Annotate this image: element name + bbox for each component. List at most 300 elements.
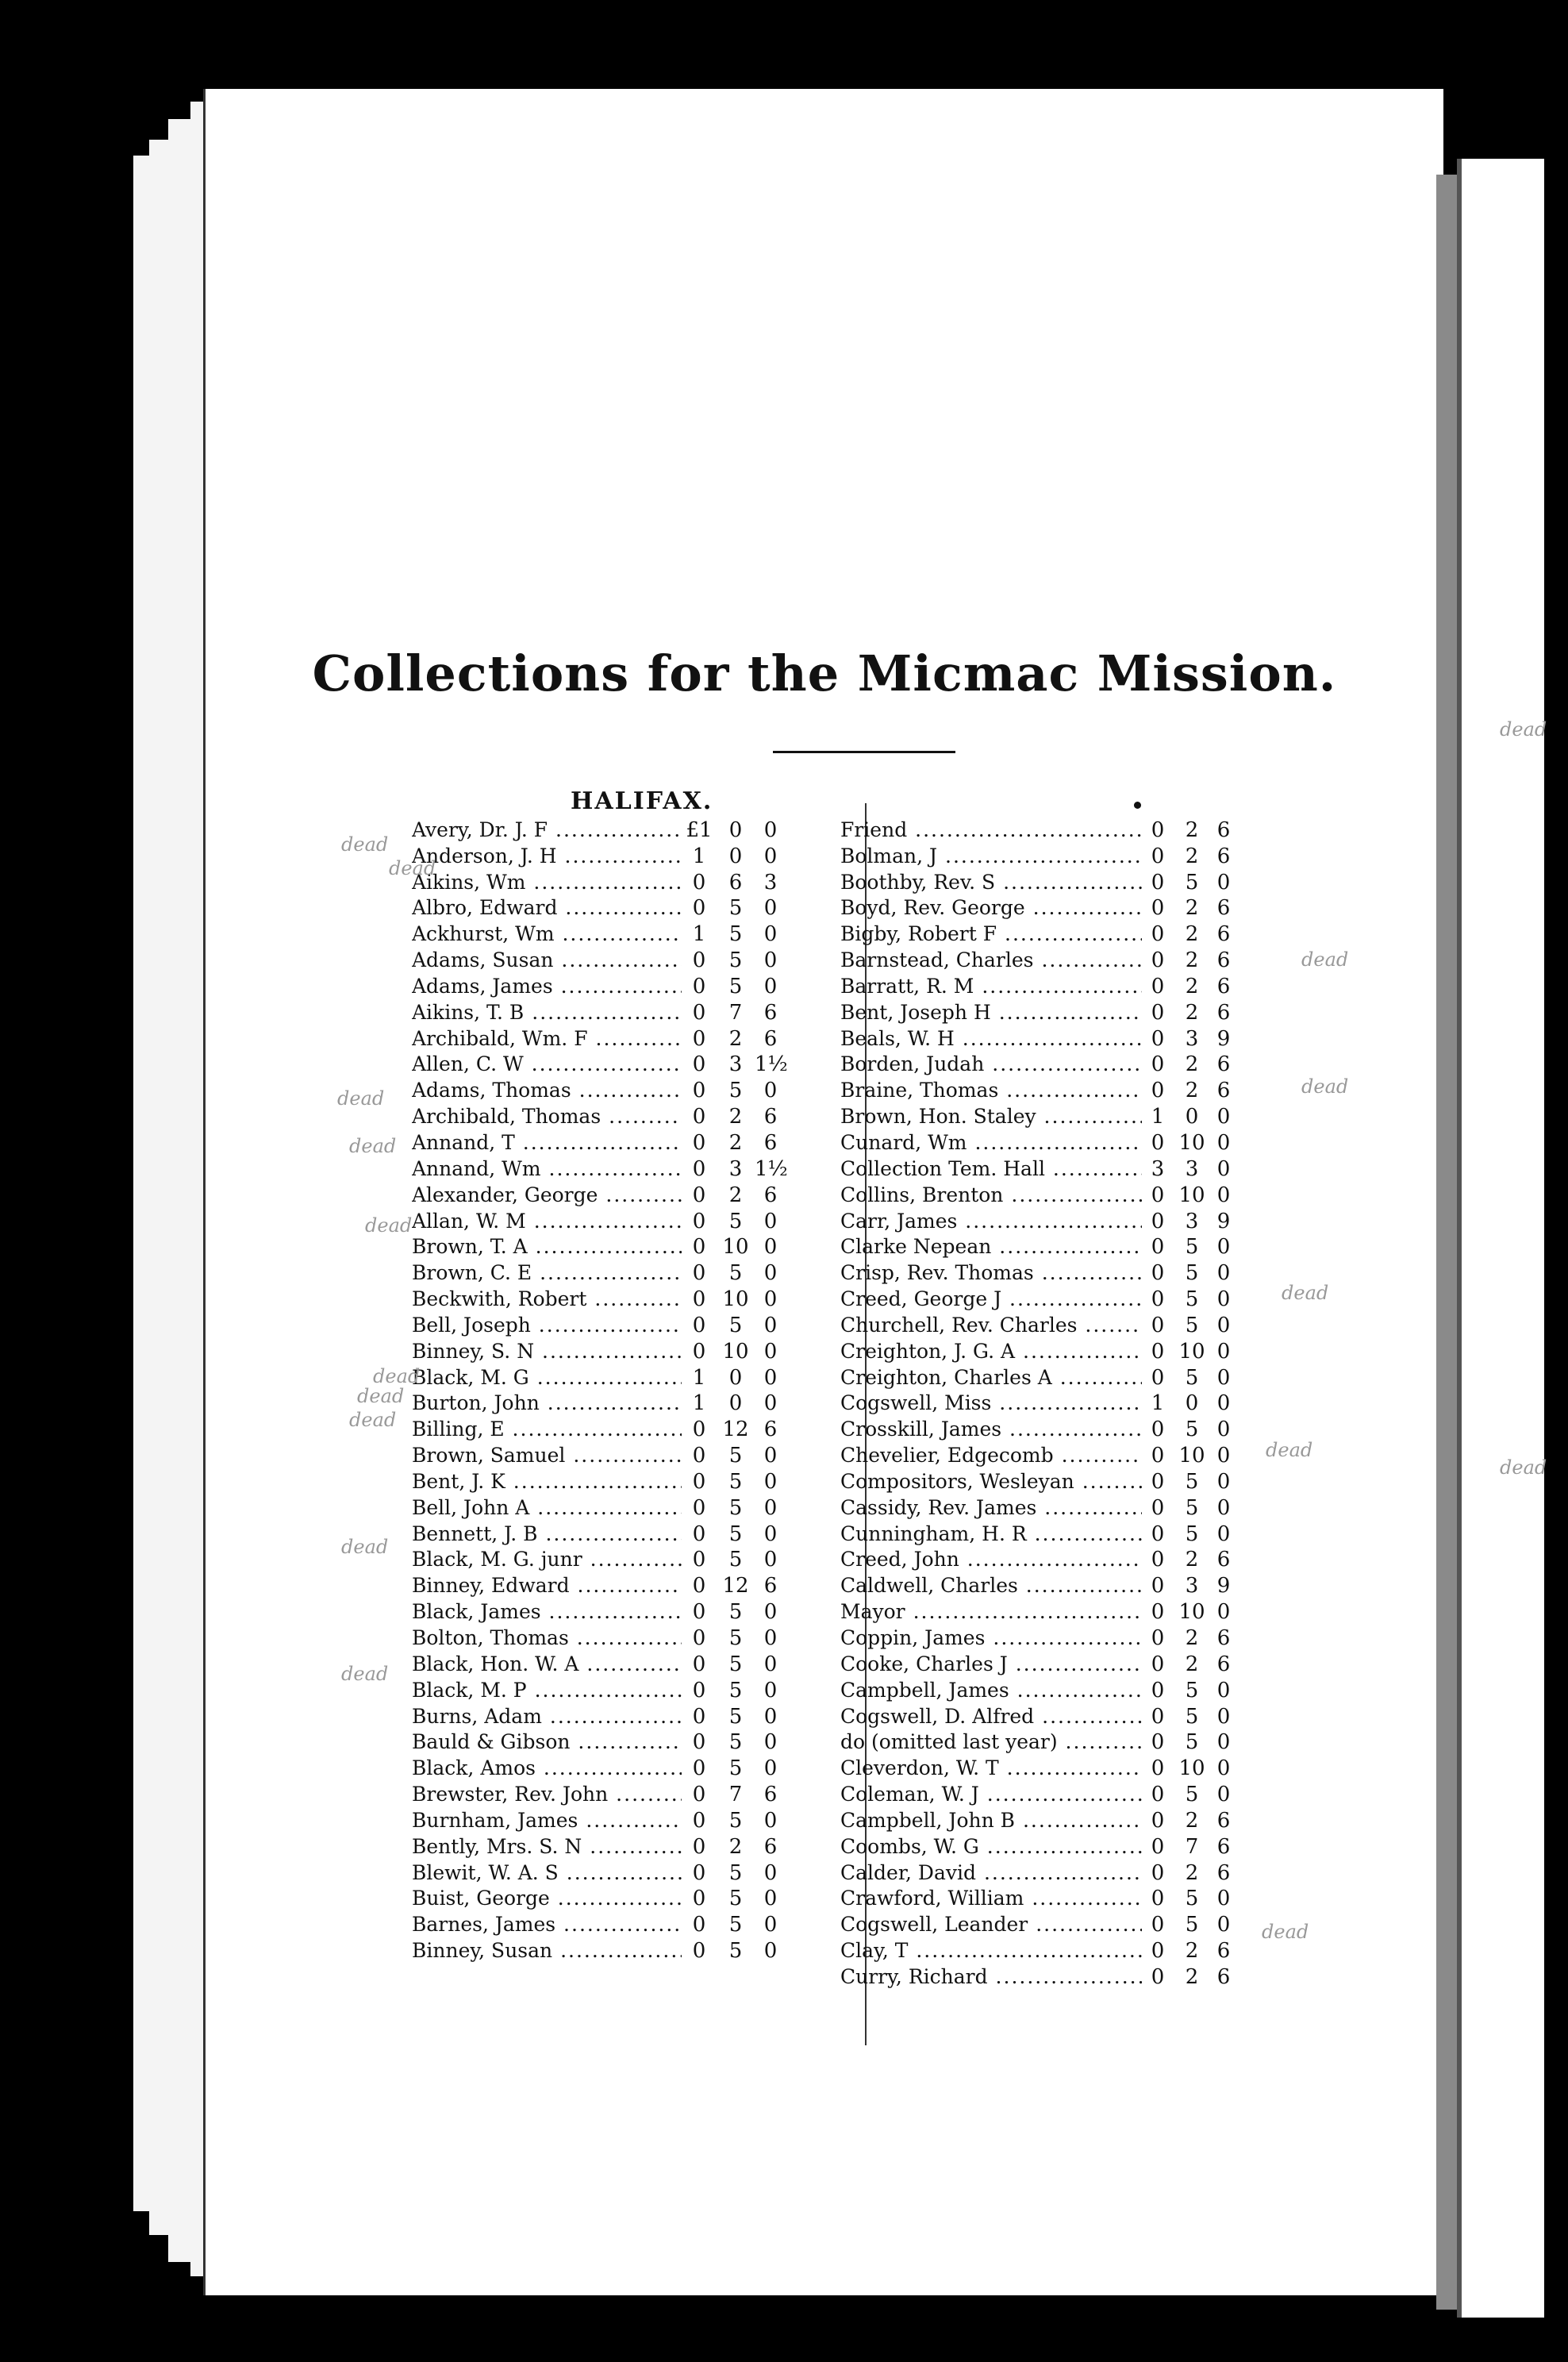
amount-pounds: 0 — [1151, 1600, 1165, 1625]
margin-note: dead — [349, 1135, 397, 1157]
subscriber-name: Barratt, R. M ..... — [840, 974, 1142, 999]
margin-note: dead — [341, 833, 389, 856]
subscriber-entry — [412, 817, 856, 843]
amount-pence: 0 — [1216, 1235, 1231, 1260]
subscriber-name: Alexander, George ..... — [412, 1183, 682, 1208]
subscriber-name: Creed, George J ..... — [840, 1287, 1142, 1312]
amount-pounds: 0 — [1151, 1495, 1165, 1520]
subscriber-name: Binney, Edward ..... — [412, 1573, 682, 1598]
amount-pounds: 0 — [692, 1860, 706, 1885]
subscriber-name: Binney, S. N ..... — [412, 1339, 682, 1364]
amount-pence: 0 — [763, 1730, 778, 1755]
amount-pounds: 0 — [692, 1730, 706, 1755]
subscriber-entry — [840, 895, 1285, 921]
amount-shillings: 0 — [728, 1365, 743, 1390]
amount-pounds: 0 — [1151, 1939, 1165, 1964]
subscriber-name: Borden, Judah ..... — [840, 1052, 1142, 1077]
subscriber-name: Buist, George ..... — [412, 1886, 682, 1911]
subscriber-entry — [840, 1781, 1285, 1807]
amount-shillings: 5 — [728, 1313, 743, 1337]
subscriber-name: Carr, James ..... — [840, 1209, 1142, 1234]
amount-shillings: 5 — [1185, 1469, 1199, 1494]
subscriber-name: Adams, Susan ..... — [412, 948, 682, 973]
amount-pence: 0 — [1216, 1887, 1231, 1911]
amount-pounds: 0 — [1151, 1887, 1165, 1911]
amount-shillings: 2 — [1185, 1052, 1199, 1077]
amount-pounds: 0 — [692, 1521, 706, 1546]
amount-pence: 0 — [763, 1521, 778, 1546]
amount-pounds: 0 — [692, 1444, 706, 1468]
amount-pence: 0 — [763, 1469, 778, 1494]
amount-pounds: 0 — [692, 1469, 706, 1494]
amount-pounds: 0 — [692, 1313, 706, 1337]
subscriber-entry — [412, 1755, 856, 1781]
amount-pounds: 0 — [1151, 948, 1165, 973]
amount-shillings: 6 — [728, 870, 743, 894]
amount-pence: 0 — [1216, 1156, 1231, 1181]
subscriber-name: Bigby, Robert F ..... — [840, 921, 1142, 947]
amount-pence: 0 — [763, 1548, 778, 1572]
amount-pence: 0 — [763, 1391, 778, 1416]
amount-pounds: 0 — [1151, 1678, 1165, 1702]
subscriber-name: Bolman, J ..... — [840, 844, 1142, 869]
amount-pence: 9 — [1216, 1026, 1231, 1051]
subscriber-name: Black, M. G. junr ..... — [412, 1547, 682, 1572]
subscriber-name: Burton, John ..... — [412, 1391, 682, 1416]
amount-pence: 0 — [1216, 1339, 1231, 1364]
subscriber-name: Brown, T. A ..... — [412, 1234, 682, 1260]
amount-shillings: 5 — [728, 1209, 743, 1233]
subscriber-entry — [840, 921, 1285, 947]
subscriber-name: Billing, E ..... — [412, 1417, 682, 1442]
subscriber-entry — [840, 1677, 1285, 1703]
amount-shillings: 5 — [728, 1860, 743, 1885]
subscriber-entry — [412, 1338, 856, 1364]
amount-pounds: 0 — [1151, 1313, 1165, 1337]
amount-pounds: 1 — [692, 1391, 706, 1416]
amount-shillings: 12 — [722, 1574, 749, 1598]
subscriber-name: Creed, John ..... — [840, 1547, 1142, 1572]
subscriber-name: Anderson, J. H ..... — [412, 844, 682, 869]
margin-note: dead — [1301, 1075, 1349, 1098]
subscriber-entry — [840, 1025, 1285, 1052]
amount-shillings: 5 — [1185, 1495, 1199, 1520]
amount-pence: 6 — [1216, 1860, 1231, 1885]
amount-pounds: 0 — [1151, 1860, 1165, 1885]
amount-pounds: 0 — [1151, 1026, 1165, 1051]
amount-pounds: 0 — [1151, 1183, 1165, 1207]
subscriber-name: Beals, W. H ..... — [840, 1026, 1142, 1052]
amount-pence: 6 — [1216, 1548, 1231, 1572]
amount-pounds: 0 — [1151, 896, 1165, 921]
amount-pounds: 0 — [1151, 1808, 1165, 1833]
subscriber-entry — [412, 1156, 856, 1182]
subscriber-entry — [840, 1547, 1285, 1573]
subscriber-entry — [840, 817, 1285, 843]
subscriber-entry — [412, 973, 856, 999]
amount-pounds: 1 — [692, 1365, 706, 1390]
amount-shillings: 2 — [1185, 948, 1199, 973]
subscriber-name: Creighton, J. G. A ..... — [840, 1339, 1142, 1364]
amount-pounds: 0 — [692, 896, 706, 921]
amount-pounds: 1 — [692, 844, 706, 868]
amount-pounds: £1 — [686, 817, 713, 842]
subscriber-name: Avery, Dr. J. F ..... — [412, 817, 682, 843]
subscriber-name: Crawford, William ..... — [840, 1886, 1142, 1911]
subscriber-name: Burns, Adam ..... — [412, 1704, 682, 1729]
subscriber-entry — [412, 1572, 856, 1598]
subscriber-entry — [840, 1807, 1285, 1833]
amount-pence: 0 — [763, 1808, 778, 1833]
subscriber-entry — [412, 1807, 856, 1833]
amount-pounds: 0 — [1151, 1730, 1165, 1755]
margin-note: dead — [357, 1385, 405, 1407]
subscriber-name: Cogswell, Leander ..... — [840, 1912, 1142, 1937]
amount-pounds: 0 — [692, 974, 706, 998]
amount-pence: 6 — [1216, 1052, 1231, 1077]
subscriber-name: Cunningham, H. R ..... — [840, 1521, 1142, 1547]
subscriber-name: Allen, C. W ..... — [412, 1052, 682, 1077]
amount-pounds: 0 — [1151, 1052, 1165, 1077]
margin-note: dead — [389, 857, 436, 879]
subscriber-name: Caldwell, Charles ..... — [840, 1573, 1142, 1598]
amount-pence: 6 — [763, 1574, 778, 1598]
subscriber-name: Bauld & Gibson ..... — [412, 1729, 682, 1755]
amount-pence: 9 — [1216, 1209, 1231, 1233]
amount-pounds: 1 — [692, 922, 706, 947]
amount-pounds: 0 — [692, 1156, 706, 1181]
subscriber-name: Boothby, Rev. S ..... — [840, 870, 1142, 895]
amount-pence: 6 — [763, 1026, 778, 1051]
amount-shillings: 10 — [1178, 1600, 1205, 1625]
amount-shillings: 10 — [1178, 1756, 1205, 1781]
amount-pence: 0 — [763, 1444, 778, 1468]
subscriber-entry — [840, 1598, 1285, 1625]
amount-pounds: 1 — [1151, 1105, 1165, 1129]
subscriber-entry — [840, 1495, 1285, 1521]
amount-shillings: 3 — [1185, 1209, 1199, 1233]
amount-pence: 0 — [1216, 1521, 1231, 1546]
amount-shillings: 2 — [1185, 1939, 1199, 1964]
left-subscriber-column — [412, 817, 856, 1964]
subscriber-entry — [412, 1234, 856, 1260]
subscriber-name: Black, James ..... — [412, 1599, 682, 1625]
page-title: Collections for the Micmac Mission. — [312, 644, 1337, 702]
subscriber-entry — [412, 1911, 856, 1937]
amount-shillings: 5 — [1185, 1261, 1199, 1286]
amount-pounds: 0 — [1151, 974, 1165, 998]
amount-shillings: 12 — [722, 1418, 749, 1442]
amount-pounds: 0 — [1151, 1418, 1165, 1442]
amount-shillings: 5 — [728, 1808, 743, 1833]
amount-shillings: 5 — [728, 1626, 743, 1650]
amount-shillings: 10 — [722, 1287, 749, 1312]
subscriber-entry — [840, 1625, 1285, 1651]
book-page — [203, 89, 1443, 2295]
amount-pence: 6 — [763, 1783, 778, 1807]
amount-shillings: 3 — [728, 1156, 743, 1181]
subscriber-entry — [840, 973, 1285, 999]
amount-shillings: 5 — [728, 896, 743, 921]
subscriber-entry — [840, 1442, 1285, 1468]
amount-pence: 9 — [1216, 1574, 1231, 1598]
subscriber-name: Bent, Joseph H ..... — [840, 1000, 1142, 1025]
amount-pence: 0 — [763, 974, 778, 998]
amount-shillings: 5 — [728, 974, 743, 998]
amount-shillings: 5 — [1185, 1730, 1199, 1755]
subscriber-entry — [412, 1103, 856, 1129]
amount-pounds: 0 — [692, 1261, 706, 1286]
subscriber-entry — [840, 1391, 1285, 1417]
subscriber-name: Curry, Richard ..... — [840, 1964, 1142, 1990]
subscriber-entry — [840, 1833, 1285, 1860]
subscriber-entry — [840, 1364, 1285, 1391]
amount-shillings: 2 — [1185, 1548, 1199, 1572]
amount-pounds: 0 — [1151, 1521, 1165, 1546]
amount-shillings: 10 — [722, 1235, 749, 1260]
amount-pounds: 0 — [692, 1756, 706, 1781]
amount-pounds: 0 — [1151, 1365, 1165, 1390]
subscriber-name: Bennett, J. B ..... — [412, 1521, 682, 1547]
subscriber-name: Black, Hon. W. A ..... — [412, 1652, 682, 1677]
amount-shillings: 5 — [1185, 870, 1199, 894]
amount-pence: 0 — [763, 844, 778, 868]
amount-shillings: 2 — [1185, 1860, 1199, 1885]
subscriber-entry — [412, 1547, 856, 1573]
amount-shillings: 2 — [728, 1834, 743, 1859]
subscriber-name: Mayor ..... — [840, 1599, 1142, 1625]
amount-shillings: 0 — [1185, 1105, 1199, 1129]
amount-pence: 6 — [1216, 1834, 1231, 1859]
amount-pence: 0 — [1216, 1913, 1231, 1937]
subscriber-entry — [840, 1468, 1285, 1495]
subscriber-name: Annand, Wm ..... — [412, 1156, 682, 1182]
amount-shillings: 10 — [1178, 1130, 1205, 1155]
amount-pence: 1½ — [755, 1156, 788, 1181]
subscriber-entry — [412, 1391, 856, 1417]
subscriber-name: Cogswell, Miss ..... — [840, 1391, 1142, 1416]
subscriber-name: Brown, C. E ..... — [412, 1260, 682, 1286]
amount-shillings: 2 — [1185, 922, 1199, 947]
amount-shillings: 2 — [1185, 1808, 1199, 1833]
subscriber-entry — [412, 1495, 856, 1521]
margin-note: dead — [373, 1365, 421, 1387]
amount-pounds: 0 — [692, 1130, 706, 1155]
subscriber-name: Bell, Joseph ..... — [412, 1313, 682, 1338]
amount-pence: 6 — [763, 1130, 778, 1155]
margin-note: dead — [1500, 718, 1547, 741]
subscriber-entry — [840, 1755, 1285, 1781]
amount-pounds: 0 — [692, 870, 706, 894]
amount-shillings: 10 — [722, 1339, 749, 1364]
amount-shillings: 0 — [1185, 1391, 1199, 1416]
amount-pence: 0 — [763, 1209, 778, 1233]
amount-shillings: 5 — [728, 1079, 743, 1103]
subscriber-name: Calder, David ..... — [840, 1860, 1142, 1886]
amount-pence: 0 — [1216, 1183, 1231, 1207]
subscriber-entry — [412, 1651, 856, 1677]
subscriber-name: Brown, Samuel ..... — [412, 1443, 682, 1468]
amount-pence: 6 — [1216, 1939, 1231, 1964]
amount-shillings: 10 — [1178, 1183, 1205, 1207]
subscriber-name: Boyd, Rev. George ..... — [840, 895, 1142, 921]
right-subscriber-column — [840, 817, 1285, 1990]
amount-shillings: 2 — [1185, 1000, 1199, 1025]
amount-pence: 0 — [763, 1365, 778, 1390]
amount-shillings: 0 — [728, 817, 743, 842]
subscriber-name: Compositors, Wesleyan ..... — [840, 1469, 1142, 1495]
amount-pounds: 0 — [1151, 1574, 1165, 1598]
subscriber-name: Adams, James ..... — [412, 974, 682, 999]
amount-pence: 0 — [763, 1600, 778, 1625]
amount-pounds: 0 — [692, 1574, 706, 1598]
amount-pence: 6 — [1216, 1626, 1231, 1650]
amount-shillings: 10 — [1178, 1339, 1205, 1364]
subscriber-name: Binney, Susan ..... — [412, 1938, 682, 1964]
subscriber-entry — [840, 1964, 1285, 1990]
amount-pounds: 0 — [692, 1678, 706, 1702]
amount-pence: 0 — [763, 1652, 778, 1676]
amount-pounds: 0 — [692, 1808, 706, 1833]
subscriber-entry — [840, 1416, 1285, 1442]
amount-shillings: 2 — [1185, 844, 1199, 868]
amount-pounds: 0 — [692, 1183, 706, 1207]
amount-pence: 0 — [763, 1913, 778, 1937]
subscriber-name: Campbell, John B ..... — [840, 1808, 1142, 1833]
amount-shillings: 5 — [1185, 1287, 1199, 1312]
amount-shillings: 5 — [1185, 1235, 1199, 1260]
amount-pence: 0 — [763, 1939, 778, 1964]
subscriber-name: Bent, J. K ..... — [412, 1469, 682, 1495]
amount-pounds: 0 — [1151, 1548, 1165, 1572]
amount-pounds: 0 — [692, 1418, 706, 1442]
amount-shillings: 2 — [1185, 896, 1199, 921]
amount-shillings: 7 — [728, 1783, 743, 1807]
amount-pounds: 0 — [1151, 1783, 1165, 1807]
subscriber-entry — [412, 1677, 856, 1703]
amount-pounds: 0 — [1151, 1000, 1165, 1025]
subscriber-entry — [840, 1103, 1285, 1129]
section-heading: HALIFAX. — [571, 787, 713, 815]
amount-shillings: 5 — [728, 1444, 743, 1468]
amount-pounds: 0 — [692, 1704, 706, 1729]
subscriber-entry — [840, 1703, 1285, 1729]
amount-pence: 6 — [1216, 1808, 1231, 1833]
amount-pence: 0 — [1216, 1704, 1231, 1729]
subscriber-name: Allan, W. M ..... — [412, 1209, 682, 1234]
amount-pence: 0 — [763, 1860, 778, 1885]
amount-shillings: 3 — [728, 1052, 743, 1077]
amount-pence: 6 — [1216, 1079, 1231, 1103]
subscriber-entry — [412, 1703, 856, 1729]
amount-pounds: 0 — [692, 1339, 706, 1364]
amount-pounds: 3 — [1151, 1156, 1165, 1181]
amount-pence: 0 — [1216, 1105, 1231, 1129]
amount-shillings: 5 — [728, 1939, 743, 1964]
subscriber-name: Campbell, James ..... — [840, 1678, 1142, 1703]
amount-pounds: 0 — [1151, 1652, 1165, 1676]
amount-pounds: 0 — [692, 1834, 706, 1859]
subscriber-entry — [412, 1208, 856, 1234]
amount-pounds: 0 — [692, 1495, 706, 1520]
subscriber-entry — [840, 1521, 1285, 1547]
subscriber-entry — [412, 1729, 856, 1756]
amount-pence: 0 — [763, 1678, 778, 1702]
margin-note: dead — [1500, 1456, 1547, 1479]
title-rule — [773, 751, 955, 753]
subscriber-entry — [412, 1468, 856, 1495]
subscriber-name: Crosskill, James ..... — [840, 1417, 1142, 1442]
amount-pounds: 0 — [692, 1913, 706, 1937]
subscriber-name: Coppin, James ..... — [840, 1625, 1142, 1651]
margin-note: dead — [1266, 1439, 1313, 1461]
subscriber-entry — [412, 1182, 856, 1208]
subscriber-name: Brewster, Rev. John ..... — [412, 1782, 682, 1807]
amount-shillings: 5 — [728, 1469, 743, 1494]
subscriber-entry — [412, 1937, 856, 1964]
amount-pence: 0 — [1216, 1444, 1231, 1468]
amount-pence: 0 — [1216, 1495, 1231, 1520]
amount-pence: 0 — [763, 1261, 778, 1286]
subscriber-entry — [412, 1416, 856, 1442]
amount-pence: 6 — [763, 1000, 778, 1025]
amount-pence: 0 — [1216, 1287, 1231, 1312]
amount-shillings: 5 — [728, 922, 743, 947]
amount-pounds: 0 — [1151, 870, 1165, 894]
amount-pence: 0 — [763, 1756, 778, 1781]
subscriber-entry — [412, 895, 856, 921]
amount-pence: 0 — [1216, 1261, 1231, 1286]
subscriber-entry — [412, 921, 856, 947]
amount-shillings: 10 — [1178, 1444, 1205, 1468]
amount-shillings: 5 — [1185, 1678, 1199, 1702]
amount-pounds: 0 — [692, 1287, 706, 1312]
amount-pounds: 0 — [1151, 817, 1165, 842]
subscriber-name: Burnham, James ..... — [412, 1808, 682, 1833]
subscriber-entry — [840, 1860, 1285, 1886]
amount-pence: 0 — [763, 896, 778, 921]
subscriber-name: Ackhurst, Wm ..... — [412, 921, 682, 947]
amount-pounds: 0 — [1151, 1756, 1165, 1781]
amount-pounds: 0 — [692, 1105, 706, 1129]
amount-shillings: 2 — [1185, 1626, 1199, 1650]
subscriber-entry — [412, 1364, 856, 1391]
amount-pence: 0 — [1216, 870, 1231, 894]
amount-pounds: 0 — [692, 1548, 706, 1572]
subscriber-name: Archibald, Wm. F ..... — [412, 1026, 682, 1052]
amount-shillings: 2 — [1185, 974, 1199, 998]
subscriber-entry — [412, 1886, 856, 1912]
margin-note: dead — [1301, 948, 1349, 971]
amount-pence: 6 — [763, 1834, 778, 1859]
amount-pounds: 0 — [692, 1079, 706, 1103]
amount-pence: 6 — [763, 1418, 778, 1442]
subscriber-name: Friend ..... — [840, 817, 1142, 843]
subscriber-entry — [840, 1286, 1285, 1312]
subscriber-name: Cogswell, D. Alfred ..... — [840, 1704, 1142, 1729]
amount-pence: 0 — [1216, 1130, 1231, 1155]
amount-shillings: 2 — [1185, 1964, 1199, 1989]
amount-shillings: 5 — [728, 1887, 743, 1911]
subscriber-name: Bolton, Thomas ..... — [412, 1625, 682, 1651]
amount-pounds: 0 — [692, 1209, 706, 1233]
amount-shillings: 2 — [728, 1130, 743, 1155]
subscriber-entry — [840, 1911, 1285, 1937]
subscriber-entry — [412, 1286, 856, 1312]
subscriber-name: Coleman, W. J ..... — [840, 1782, 1142, 1807]
subscriber-name: Coombs, W. G ..... — [840, 1834, 1142, 1860]
amount-shillings: 2 — [1185, 1079, 1199, 1103]
